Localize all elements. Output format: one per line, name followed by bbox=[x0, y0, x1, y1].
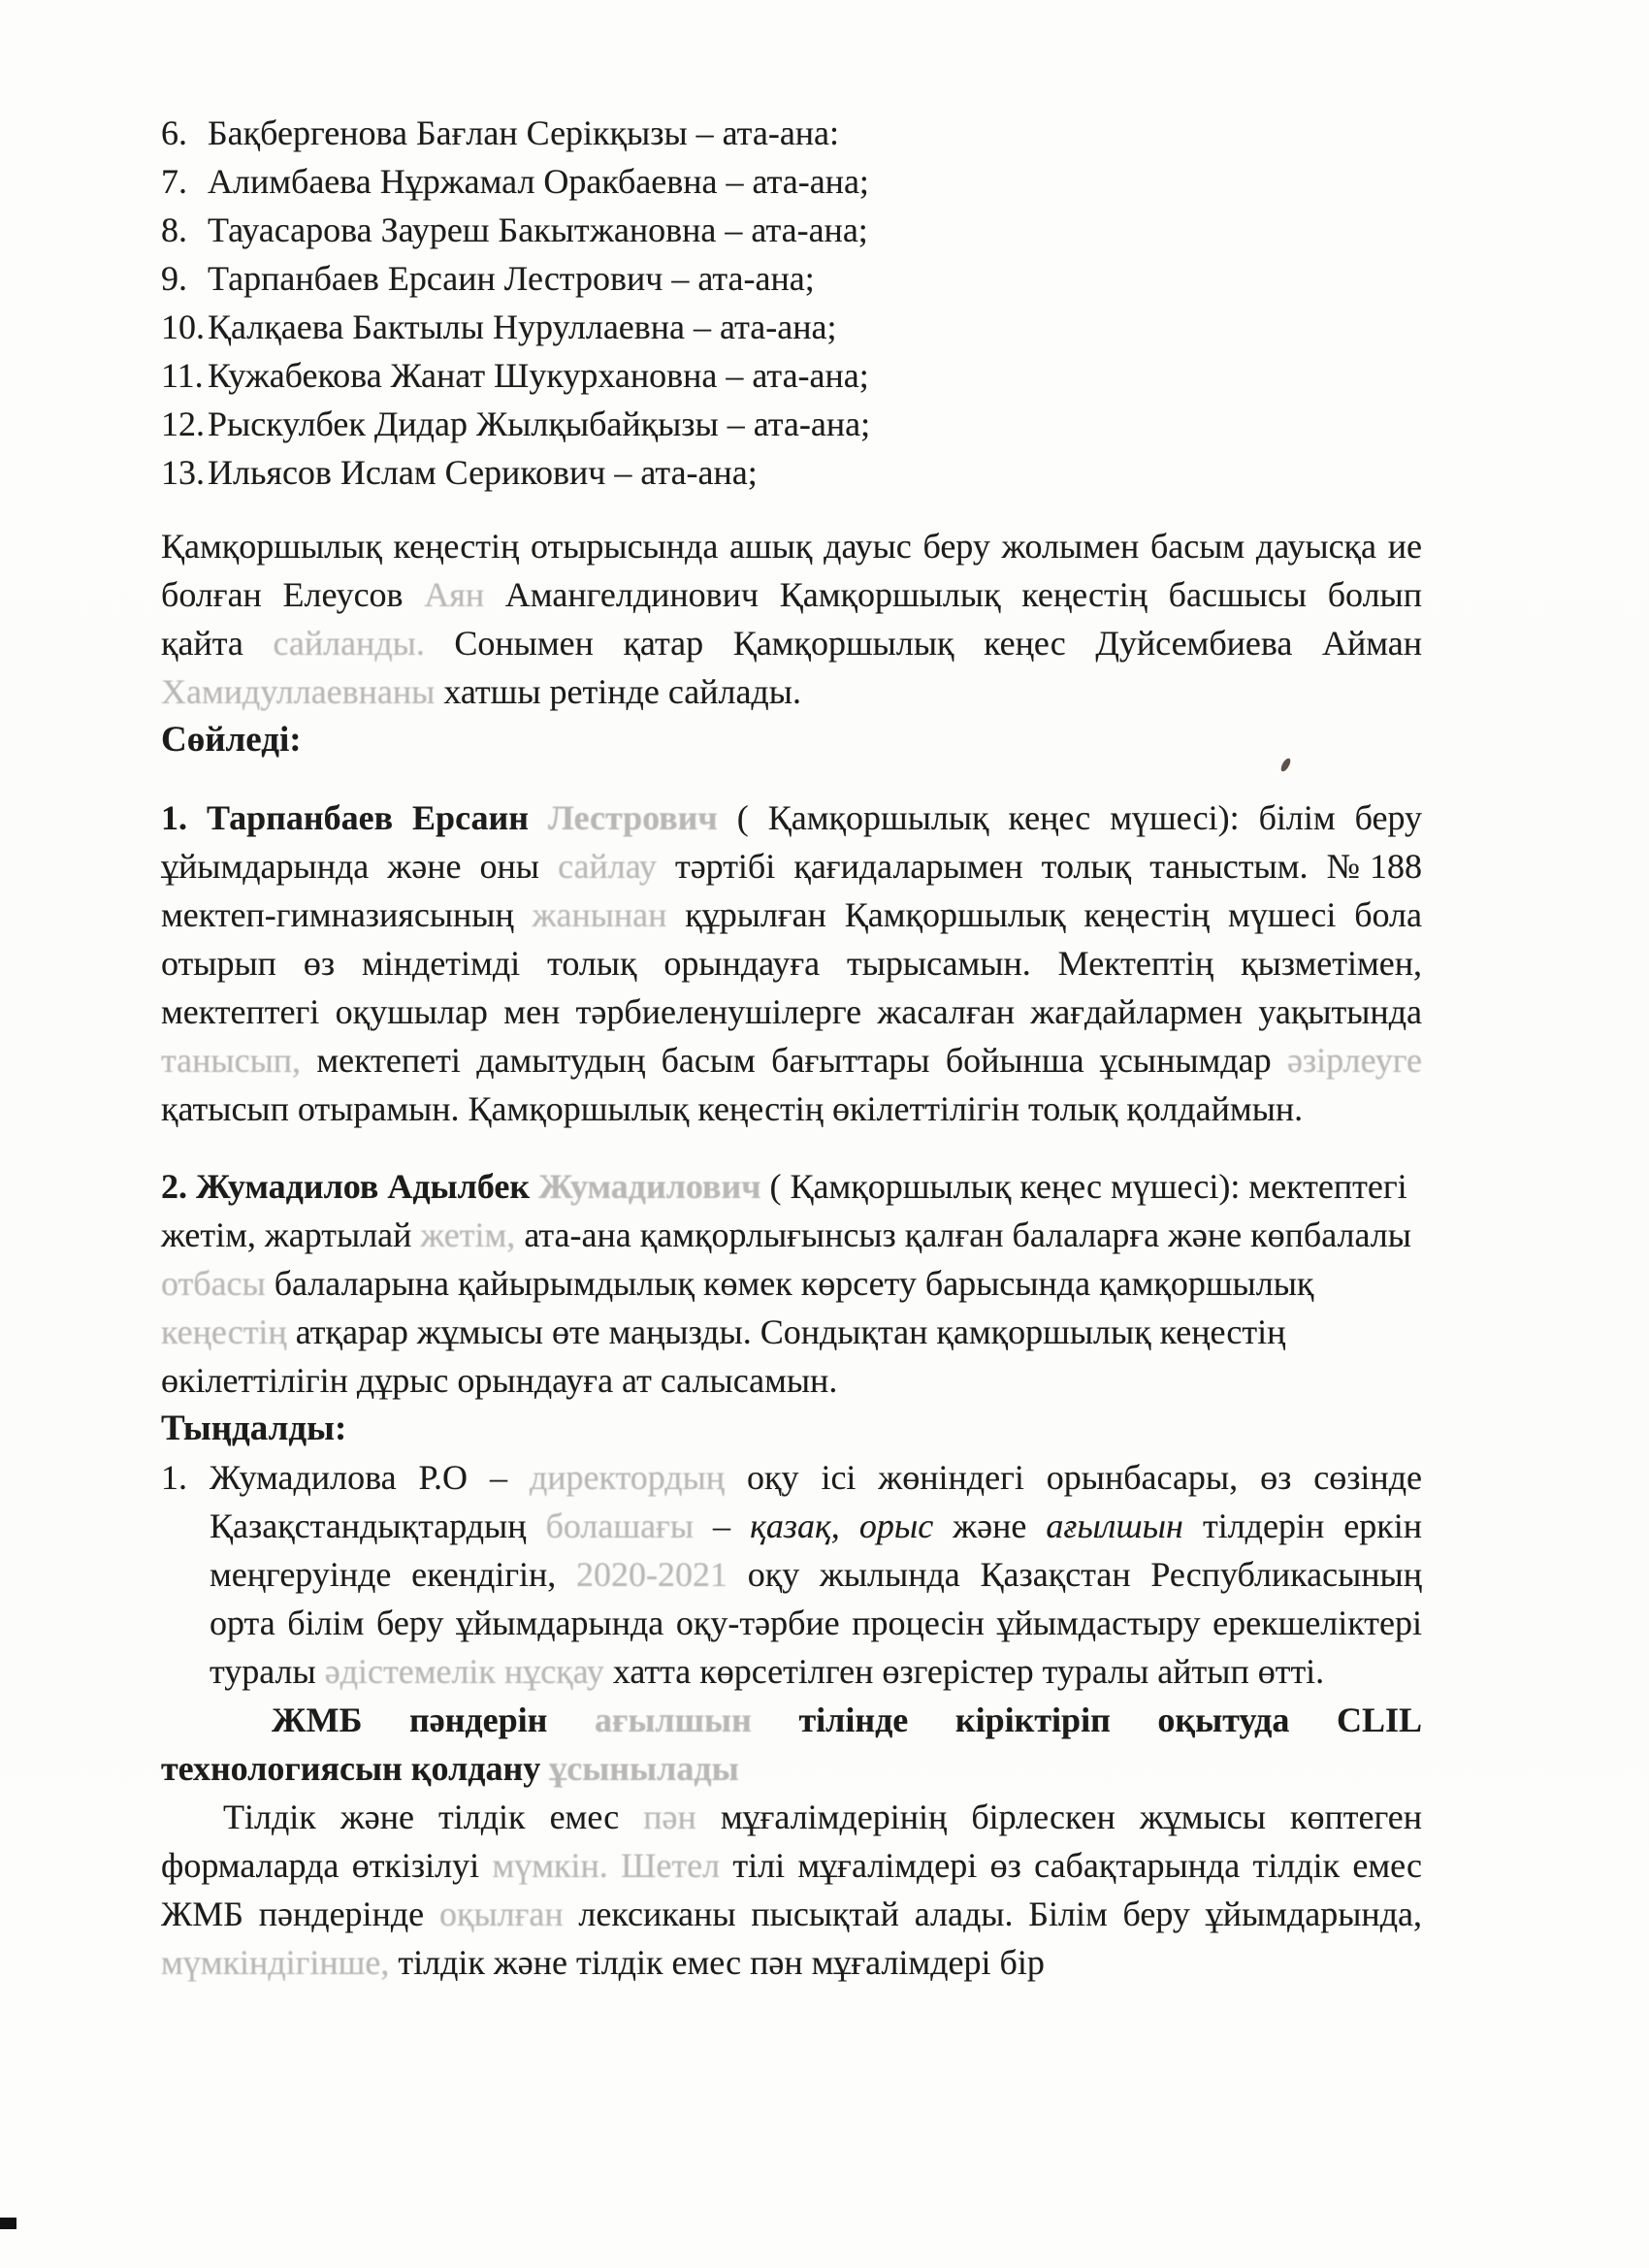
heard-item-number: 1. bbox=[161, 1458, 187, 1497]
list-item-number: 8. bbox=[161, 211, 187, 249]
list-item bbox=[161, 351, 1422, 400]
clil-paragraph: Тілдік және тілдік емес пән мұғалімдерінің бірлескен жұмысы көптеген формаларда өткізілуі мүмкін. Шетел тілі мұғалімдері өз сабақтарында тілдік емес ЖМБ пәндерінде оқылған лексиканы пысықтай алады. Білім беру ұйымдарында, мүмкіндігінше, тілдік және тілдік емес пән мұғалімдері бір bbox=[161, 1798, 1422, 1982]
zhmb-recommendation-paragraph: ЖМБ пәндерін ағылшын тілінде кіріктіріп оқытуда CLIL технологиясын қолдану ұсынылады bbox=[161, 1701, 1423, 1788]
heading-spoke: Сөйледі: bbox=[161, 720, 302, 760]
list-item-number: 12. bbox=[161, 405, 205, 443]
list-item-text: Қалқаева Бактылы Нуруллаевна – ата-ана; bbox=[208, 308, 837, 346]
list-item-text: Бақбергенова Бағлан Серікқызы – ата-ана: bbox=[208, 113, 840, 152]
speaker2-paragraph: 2. Жумадилов Адылбек Жумадилович ( Қамқоршылық кеңес мүшесі): мектептегі жетім, жартылай жетім, ата-ана қамқорлығынсыз қалған балаларға және көпбалалы отбасы балаларына қайырымдылық көмек көрсету барысында қамқоршылық кеңестің атқарар жұмысы өте маңызды. Сондықтан қамқоршылық кеңестің өкілеттілігін дұрыс орындауға ат салысамын. bbox=[161, 1167, 1411, 1400]
list-item-number: 6. bbox=[161, 113, 187, 152]
list-item-text: Кужабекова Жанат Шукурхановна – ата-ана; bbox=[208, 356, 869, 395]
list-item-text: Тауасарова Зауреш Бакытжановна – ата-ана; bbox=[208, 211, 868, 249]
list-item-number: 11. bbox=[161, 356, 204, 395]
list-item-number: 7. bbox=[161, 162, 187, 201]
list-item-text: Ильясов Ислам Серикович – ата-ана; bbox=[208, 453, 758, 492]
scan-artifact-corner bbox=[0, 2218, 16, 2229]
list-item-number: 9. bbox=[161, 259, 187, 298]
list-item bbox=[161, 400, 1422, 448]
speaker1-paragraph: 1. Тарпанбаев Ерсаин Лестрович ( Қамқоршылық кеңес мүшесі): білім беру ұйымдарында және оны сайлау тәртібі қағидаларымен толық таныстым. №188 мектеп-гимназиясының жанынан құрылған Қамқоршылық кеңестің мүшесі бола отырып өз міндетімді толық орындауға тырысамын. Мектептің қызметімен, мектептегі оқушылар мен тәрбиеленушілерге жасалған жағдайлармен уақытында танысып, мектепеті дамытудың басым бағыттары бойынша ұсынымдар әзірлеуге қатысып отырамын. Қамқоршылық кеңестің өкілеттілігін толық қолдаймын. bbox=[161, 798, 1422, 1128]
heard-item-text: Жумадилова Р.О – директордың оқу ісі жөніндегі орынбасары, өз сөзінде Қазақстандықтардың болашағы – қазақ, орыс және ағылшын тілдерін еркін меңгеруінде екендігін, 2020-2021 оқу жылында Қазақстан Республикасының орта білім беру ұйымдарында оқу-тәрбие процесін ұйымдастыру ерекшеліктері туралы әдістемелік нұсқау хатта көрсетілген өзгерістер туралы айтып өтті. bbox=[210, 1458, 1422, 1691]
list-item bbox=[161, 109, 1422, 157]
election-paragraph: Қамқоршылық кеңестің отырысында ашық дауыс беру жолымен басым дауысқа ие болған Елеусов Аян Амангелдинович Қамқоршылық кеңестің басшысы болып қайта сайланды. Сонымен қатар Қамқоршылық кеңес Дуйсембиева Айман Хамидуллаевнаны хатшы ретінде сайлады. bbox=[161, 527, 1422, 711]
list-item-number: 13. bbox=[161, 453, 205, 492]
list-item bbox=[161, 206, 1422, 254]
list-item bbox=[161, 157, 1422, 206]
list-item bbox=[161, 448, 1422, 497]
heard-item bbox=[161, 1453, 1422, 1696]
document-body bbox=[161, 0, 1422, 1987]
member-list bbox=[161, 109, 1422, 497]
list-item bbox=[161, 254, 1422, 303]
list-item-text: Тарпанбаев Ерсаин Лестрович – ата-ана; bbox=[208, 259, 815, 298]
list-item-text: Рыскулбек Дидар Жылқыбайқызы – ата-ана; bbox=[208, 405, 871, 443]
list-item bbox=[161, 303, 1422, 351]
list-item-number: 10. bbox=[161, 308, 205, 346]
heading-heard: Тыңдалды: bbox=[161, 1409, 347, 1448]
list-item-text: Алимбаева Нұржамал Оракбаевна – ата-ана; bbox=[208, 162, 869, 201]
